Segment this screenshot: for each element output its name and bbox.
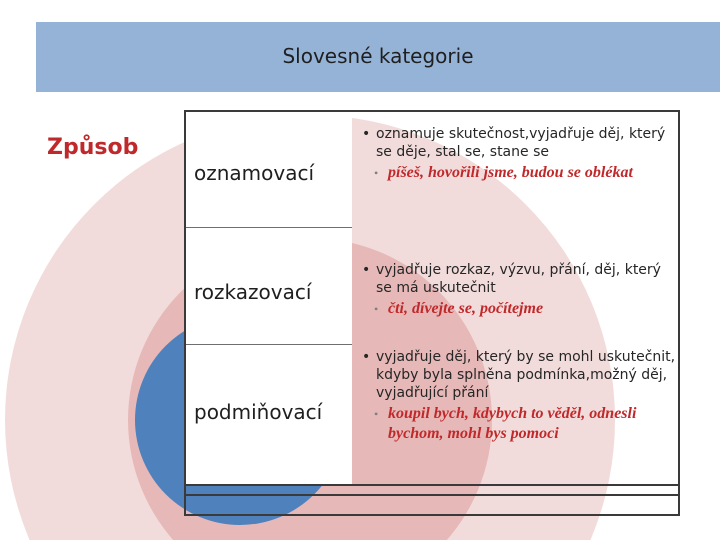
- bullet-dot-icon: •: [362, 262, 371, 278]
- mode-description-block: [358, 348, 680, 444]
- description-text: vyjadřuje rozkaz, výzvu, přání, děj, který se má uskutečnit: [376, 262, 661, 296]
- mode-examples: [358, 404, 680, 444]
- mode-label: rozkazovací: [194, 280, 312, 304]
- category-label: Způsob: [47, 135, 139, 160]
- mode-description: [358, 125, 680, 161]
- small-bullet-icon: •: [374, 302, 379, 316]
- examples-text: koupil bych, kdybych to věděl, odnesli bychom, mohl bys pomoci: [388, 405, 637, 442]
- mode-description: [358, 348, 680, 402]
- mode-label: oznamovací: [194, 161, 315, 185]
- examples-text: čti, dívejte se, počítejme: [388, 300, 544, 317]
- page-title: Slovesné kategorie: [282, 44, 474, 68]
- table-divider: [184, 484, 680, 486]
- mode-examples: [358, 299, 680, 319]
- bullet-dot-icon: •: [362, 349, 371, 365]
- small-bullet-icon: •: [374, 166, 379, 180]
- mode-box-rozkazovaci: [184, 227, 352, 344]
- mode-description: [358, 261, 680, 297]
- mode-box-oznamovaci: [184, 110, 352, 227]
- mode-description-block: [358, 261, 680, 319]
- description-text: oznamuje skutečnost,vyjadřuje děj, který se děje, stal se, stane se: [376, 126, 666, 160]
- mode-box-podminovaci: [184, 344, 352, 486]
- bullet-dot-icon: •: [362, 126, 371, 142]
- small-bullet-icon: •: [374, 407, 379, 421]
- mode-description-block: [358, 125, 680, 183]
- description-text: vyjadřuje děj, který by se mohl uskutečnit, kdyby byla splněna podmínka,možný děj, vyjadřující přání: [376, 349, 676, 401]
- mode-label: podmiňovací: [194, 400, 323, 424]
- table-divider: [184, 494, 680, 496]
- mode-examples: [358, 163, 680, 183]
- examples-text: píšeš, hovořili jsme, budou se oblékat: [388, 164, 633, 181]
